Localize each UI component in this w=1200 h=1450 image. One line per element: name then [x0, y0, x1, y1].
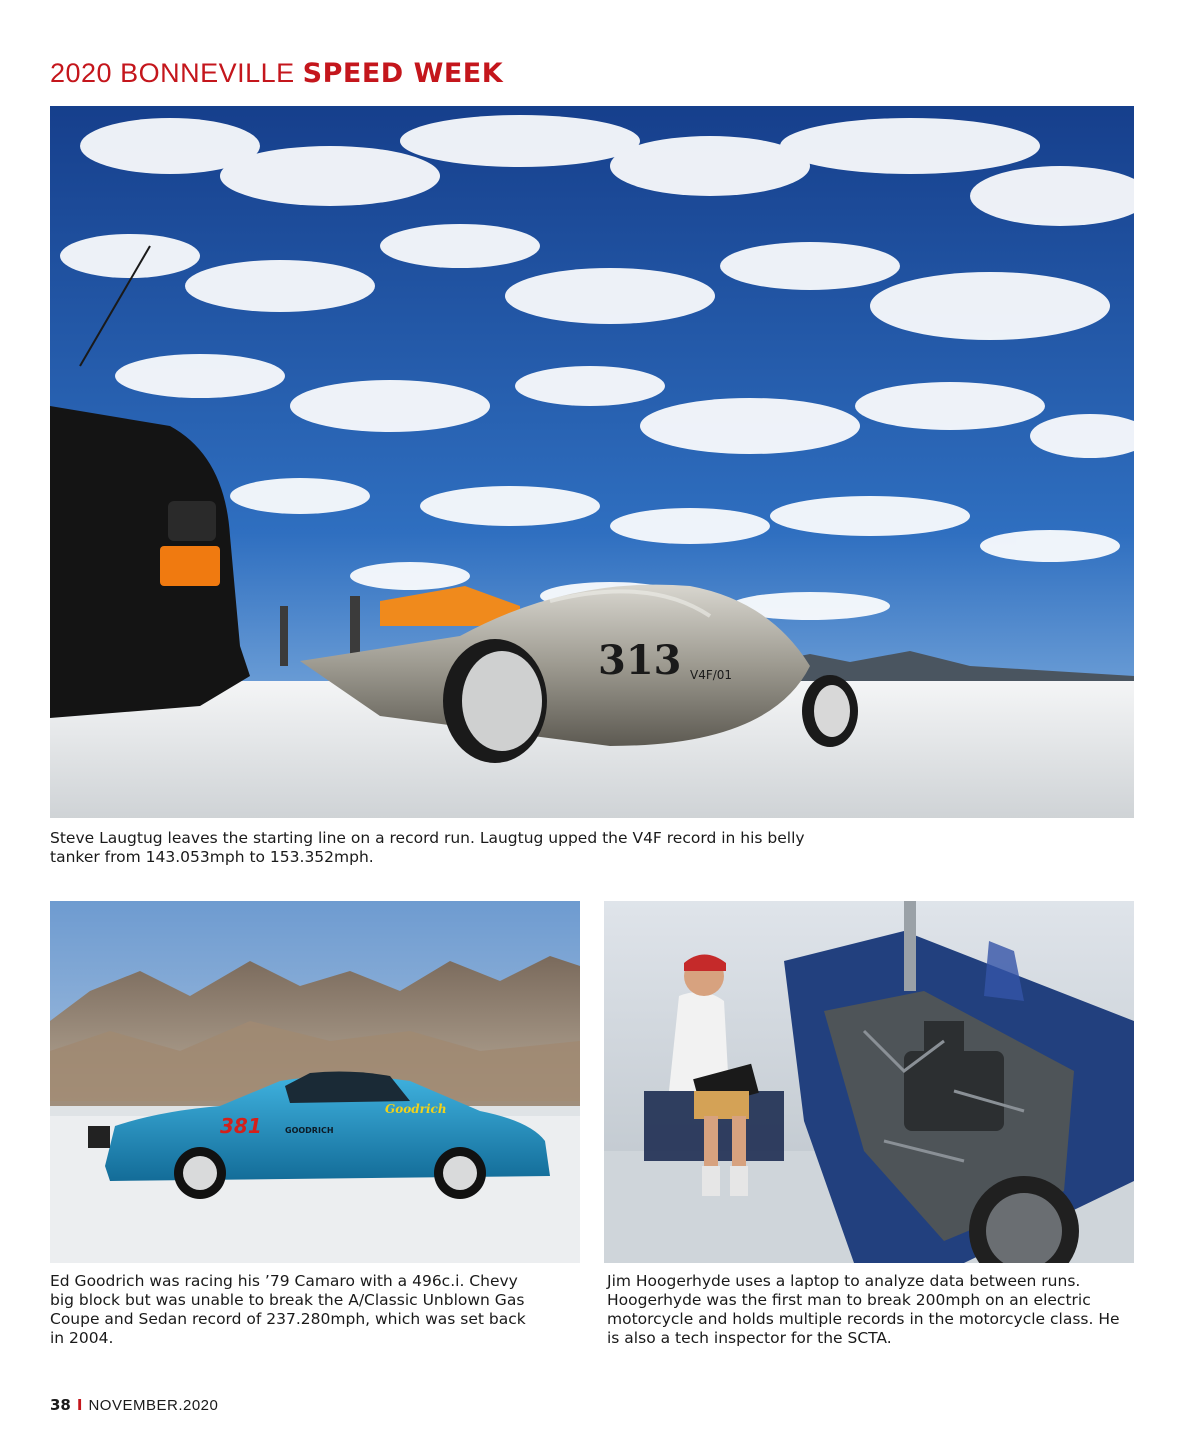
page-footer — [50, 1396, 218, 1414]
sponsor-door-text: GOODRICH — [285, 1126, 334, 1135]
photo-laptop-pit — [604, 901, 1134, 1263]
caption-camaro: Ed Goodrich was racing his ’79 Camaro with a 496c.i. Chevy big block but was unable to break the A/Classic Unblown Gas Coupe and Sedan record of 237.280mph, which was set back in 2004. — [50, 1272, 526, 1347]
page-header — [50, 58, 503, 89]
page-number: 38 — [50, 1396, 71, 1414]
class-label: V4F/01 — [690, 668, 733, 682]
caption-belly-tanker: Steve Laugtug leaves the starting line on a record run. Laugtug upped the V4F record in his belly tanker from 143.053mph to 153.352mph. — [50, 829, 805, 866]
header-title-bold: SPEED WEEK — [302, 58, 504, 89]
photo-belly-tanker — [50, 106, 1134, 818]
photo-camaro — [50, 901, 580, 1263]
car-number-313: 313 — [598, 637, 682, 684]
footer-separator: I — [76, 1396, 83, 1414]
issue-date: NOVEMBER.2020 — [88, 1397, 219, 1414]
header-title-light: 2020 BONNEVILLE — [50, 58, 303, 88]
laptop-pit-illustration — [604, 901, 1134, 1263]
camaro-illustration — [50, 901, 580, 1263]
sponsor-top-text: Goodrich — [385, 1102, 447, 1116]
caption-laptop: Jim Hoogerhyde uses a laptop to analyze data between runs. Hoogerhyde was the first man to break 200mph on an electric motorcycle and holds multiple records in the motorcycle class. He is also a tech inspector for the SCTA. — [607, 1272, 1120, 1347]
belly-tanker-illustration — [50, 106, 1134, 818]
car-number-381: 381 — [220, 1114, 262, 1138]
